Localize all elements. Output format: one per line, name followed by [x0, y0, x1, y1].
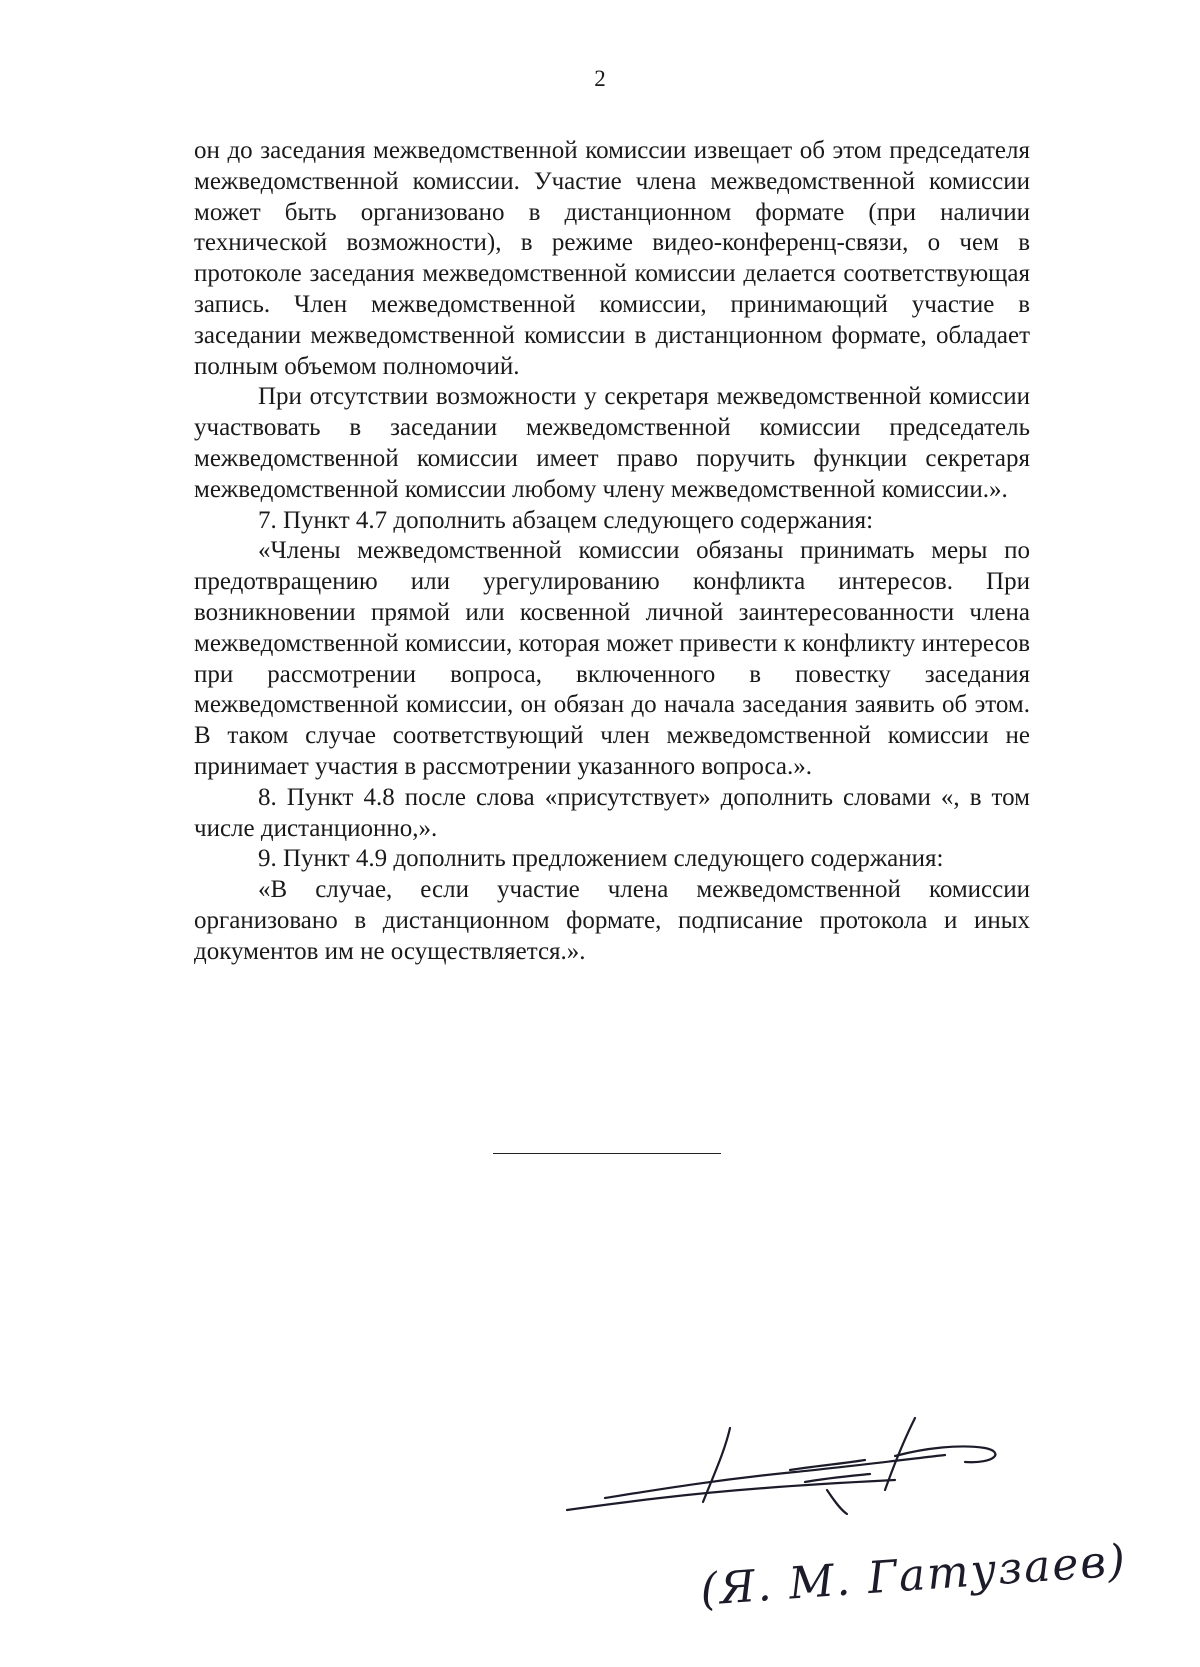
paragraph-item-9: 9. Пункт 4.9 дополнить предложением следующего содержания: — [258, 845, 944, 873]
paragraph-continuation: он до заседания межведомственной комиссии извещает об этом председателя межведомственной комиссии. Участие члена межведомственной комиссии может быть организовано в дистанционном формате (при наличии технической возможности), в режиме видео-конференц-связи, о чем в протоколе заседания межведомственной комиссии делается соответствующая запись. Член межведомственной комиссии, принимающий участие в заседании межведомственной комиссии в дистанционном формате, обладает полным объемом полномочий. — [194, 137, 1030, 380]
paragraph-conflict-of-interest: «Члены межведомственной комиссии обязаны принимать меры по предотвращению или урегулированию конфликта интересов. При возникновении прямой или косвенной личной заинтересованности члена межведомственной комиссии, которая может привести к конфликту интересов при рассмотрении вопроса, включенного в повестку заседания межведомственной комиссии, он обязан до начала заседания заявить об этом. В таком случае соответствующий член межведомственной комиссии не принимает участия в рассмотрении указанного вопроса.». — [194, 537, 1030, 780]
document-body — [194, 136, 1030, 968]
end-divider-line — [493, 1153, 721, 1154]
paragraph-secretary: При отсутствии возможности у секретаря межведомственной комиссии участвовать в заседании межведомственной комиссии председатель межведомственной комиссии имеет право поручить функции секретаря межведомственной комиссии любому члену межведомственной комиссии.». — [194, 383, 1030, 503]
page-number: 2 — [594, 66, 606, 91]
signature-name-handwriting: (Я. М. Гатузаев) — [698, 1535, 1129, 1616]
paragraph-remote-signing: «В случае, если участие члена межведомственной комиссии организовано в дистанционном формате, подписание протокола и иных документов им не осуществляется.». — [194, 876, 1030, 965]
paragraph-item-8: 8. Пункт 4.8 после слова «присутствует» дополнить словами «, в том числе дистанционно,». — [194, 783, 1030, 842]
handwritten-signature — [565, 1410, 1129, 1640]
paragraph-item-7: 7. Пункт 4.7 дополнить абзацем следующего содержания: — [258, 506, 874, 534]
